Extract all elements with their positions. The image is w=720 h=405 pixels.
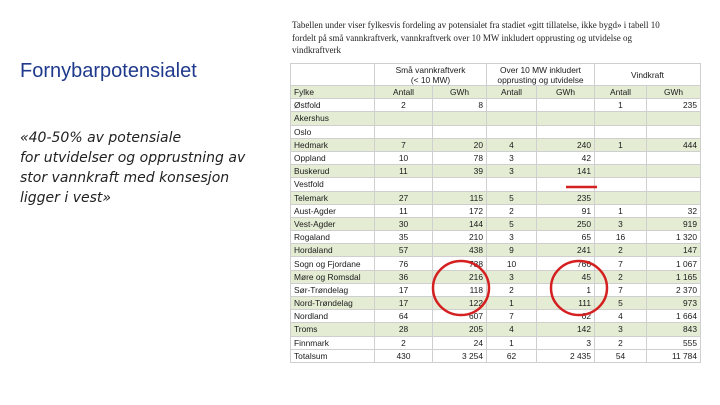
value-cell xyxy=(537,112,595,125)
value-cell: 3 xyxy=(595,217,647,230)
value-cell: 241 xyxy=(537,244,595,257)
value-cell: 2 xyxy=(595,270,647,283)
value-cell xyxy=(595,165,647,178)
value-cell: 5 xyxy=(487,191,537,204)
value-cell: 10 xyxy=(487,257,537,270)
table-row xyxy=(291,178,701,191)
header-cell xyxy=(291,64,375,86)
potential-table xyxy=(290,63,701,363)
value-cell: 738 xyxy=(433,257,487,270)
county-cell: Sør-Trøndelag xyxy=(291,283,375,296)
value-cell: 7 xyxy=(595,257,647,270)
table-row xyxy=(291,310,701,323)
table-caption xyxy=(292,19,712,57)
value-cell xyxy=(375,112,433,125)
value-cell xyxy=(433,125,487,138)
value-cell: 45 xyxy=(537,270,595,283)
total-cell: 430 xyxy=(375,349,433,362)
county-cell: Oppland xyxy=(291,151,375,164)
value-cell: 24 xyxy=(433,336,487,349)
table-row xyxy=(291,336,701,349)
value-cell: 7 xyxy=(375,138,433,151)
value-cell: 3 xyxy=(487,151,537,164)
county-cell: Nord-Trøndelag xyxy=(291,297,375,310)
value-cell: 142 xyxy=(537,323,595,336)
value-cell: 57 xyxy=(375,244,433,257)
value-cell: 8 xyxy=(433,99,487,112)
value-cell: 5 xyxy=(595,297,647,310)
value-cell: 2 xyxy=(375,99,433,112)
value-cell xyxy=(647,178,701,191)
value-cell: 4 xyxy=(595,310,647,323)
county-cell: Aust-Agder xyxy=(291,204,375,217)
value-cell: 10 xyxy=(375,151,433,164)
value-cell xyxy=(537,178,595,191)
group-header-cell xyxy=(595,64,701,86)
value-cell: 16 xyxy=(595,231,647,244)
value-cell: 555 xyxy=(647,336,701,349)
quote-text xyxy=(20,128,270,208)
value-cell: 210 xyxy=(433,231,487,244)
value-cell: 122 xyxy=(433,297,487,310)
value-cell: 1 xyxy=(487,336,537,349)
value-cell xyxy=(647,191,701,204)
caption-line: Tabellen under viser fylkesvis fordeling av potensialet fra stadiet «gitt tillatelse, ikke bygd» i tabell 10 xyxy=(292,20,660,30)
value-cell: 64 xyxy=(375,310,433,323)
value-cell: 9 xyxy=(487,244,537,257)
value-cell: 17 xyxy=(375,297,433,310)
value-cell: 91 xyxy=(537,204,595,217)
caption-line: vindkraftverk xyxy=(292,45,341,55)
value-cell xyxy=(487,178,537,191)
county-cell: Sogn og Fjordane xyxy=(291,257,375,270)
value-cell: 35 xyxy=(375,231,433,244)
total-cell: 2 435 xyxy=(537,349,595,362)
table-row xyxy=(291,323,701,336)
column-header-row xyxy=(291,86,701,99)
value-cell xyxy=(647,165,701,178)
value-cell: 1 xyxy=(595,99,647,112)
table-row xyxy=(291,297,701,310)
value-cell: 919 xyxy=(647,217,701,230)
total-cell: 11 784 xyxy=(647,349,701,362)
value-cell: 1 664 xyxy=(647,310,701,323)
total-cell: 54 xyxy=(595,349,647,362)
value-cell: 607 xyxy=(433,310,487,323)
value-cell: 76 xyxy=(375,257,433,270)
table-row xyxy=(291,165,701,178)
table-row xyxy=(291,204,701,217)
county-cell: Troms xyxy=(291,323,375,336)
value-cell: 4 xyxy=(487,323,537,336)
table-row xyxy=(291,112,701,125)
value-cell xyxy=(647,112,701,125)
total-cell: 62 xyxy=(487,349,537,362)
value-cell: 3 xyxy=(487,165,537,178)
group-header-row xyxy=(291,64,701,86)
county-cell: Nordland xyxy=(291,310,375,323)
value-cell: 36 xyxy=(375,270,433,283)
table-row xyxy=(291,217,701,230)
county-cell: Møre og Romsdal xyxy=(291,270,375,283)
quote-line: «40-50% av potensiale xyxy=(20,130,182,146)
value-cell: 20 xyxy=(433,138,487,151)
value-cell xyxy=(595,151,647,164)
county-cell: Hedmark xyxy=(291,138,375,151)
value-cell: 32 xyxy=(647,204,701,217)
table-row xyxy=(291,257,701,270)
group-header-cell xyxy=(375,64,487,86)
value-cell: 118 xyxy=(433,283,487,296)
value-cell: 3 xyxy=(595,323,647,336)
value-cell: 65 xyxy=(537,231,595,244)
county-cell: Rogaland xyxy=(291,231,375,244)
value-cell xyxy=(537,99,595,112)
value-cell xyxy=(375,125,433,138)
value-cell xyxy=(537,125,595,138)
value-cell: 42 xyxy=(537,151,595,164)
group-header-line: Over 10 MW inkludert xyxy=(500,65,581,75)
value-cell: 147 xyxy=(647,244,701,257)
value-cell: 78 xyxy=(433,151,487,164)
value-cell: 111 xyxy=(537,297,595,310)
value-cell: 250 xyxy=(537,217,595,230)
value-cell: 240 xyxy=(537,138,595,151)
total-row xyxy=(291,349,701,362)
column-header: Antall xyxy=(487,86,537,99)
value-cell xyxy=(647,151,701,164)
column-header: GWh xyxy=(647,86,701,99)
county-cell: Buskerud xyxy=(291,165,375,178)
county-cell: Telemark xyxy=(291,191,375,204)
value-cell: 205 xyxy=(433,323,487,336)
value-cell: 17 xyxy=(375,283,433,296)
table-row xyxy=(291,138,701,151)
value-cell: 11 xyxy=(375,165,433,178)
value-cell: 141 xyxy=(537,165,595,178)
value-cell: 2 xyxy=(595,244,647,257)
value-cell: 1 xyxy=(595,138,647,151)
county-cell: Hordaland xyxy=(291,244,375,257)
value-cell: 28 xyxy=(375,323,433,336)
value-cell: 1 xyxy=(537,283,595,296)
table-row xyxy=(291,151,701,164)
value-cell: 2 xyxy=(487,283,537,296)
value-cell: 2 370 xyxy=(647,283,701,296)
value-cell: 7 xyxy=(487,310,537,323)
county-cell: Oslo xyxy=(291,125,375,138)
value-cell: 235 xyxy=(647,99,701,112)
value-cell: 11 xyxy=(375,204,433,217)
value-cell: 62 xyxy=(537,310,595,323)
value-cell: 216 xyxy=(433,270,487,283)
value-cell: 27 xyxy=(375,191,433,204)
group-header-line: opprusting og utvidelse xyxy=(497,75,584,85)
value-cell: 2 xyxy=(487,204,537,217)
column-header: Antall xyxy=(375,86,433,99)
total-cell: Totalsum xyxy=(291,349,375,362)
value-cell: 973 xyxy=(647,297,701,310)
value-cell: 144 xyxy=(433,217,487,230)
table-row xyxy=(291,244,701,257)
value-cell: 766 xyxy=(537,257,595,270)
county-cell: Finnmark xyxy=(291,336,375,349)
value-cell xyxy=(487,112,537,125)
quote-line: ligger i vest» xyxy=(20,190,112,206)
group-header-line: Vindkraft xyxy=(631,70,664,80)
value-cell xyxy=(595,191,647,204)
column-header: Antall xyxy=(595,86,647,99)
column-header: GWh xyxy=(537,86,595,99)
value-cell: 3 xyxy=(537,336,595,349)
value-cell: 1 067 xyxy=(647,257,701,270)
caption-line: fordelt på små vannkraftverk, vannkraftverk over 10 MW inkludert opprusting og utvidelse og xyxy=(292,32,632,43)
value-cell: 235 xyxy=(537,191,595,204)
quote-line: for utvidelser og opprustning av xyxy=(20,150,246,166)
value-cell: 1 165 xyxy=(647,270,701,283)
slide-title: Fornybarpotensialet xyxy=(20,60,197,82)
column-header: GWh xyxy=(433,86,487,99)
value-cell: 30 xyxy=(375,217,433,230)
table-row xyxy=(291,231,701,244)
group-header-cell xyxy=(487,64,595,86)
total-cell: 3 254 xyxy=(433,349,487,362)
value-cell: 172 xyxy=(433,204,487,217)
value-cell xyxy=(433,112,487,125)
value-cell: 3 xyxy=(487,231,537,244)
value-cell: 3 xyxy=(487,270,537,283)
value-cell: 115 xyxy=(433,191,487,204)
value-cell: 438 xyxy=(433,244,487,257)
quote-line: stor vannkraft med konsesjon xyxy=(20,170,230,186)
group-header-line: Små vannkraftverk xyxy=(395,65,466,75)
county-cell: Vestfold xyxy=(291,178,375,191)
value-cell xyxy=(595,178,647,191)
value-cell: 444 xyxy=(647,138,701,151)
table-row xyxy=(291,191,701,204)
table-row xyxy=(291,125,701,138)
value-cell: 1 320 xyxy=(647,231,701,244)
group-header-line: (< 10 MW) xyxy=(410,75,451,85)
value-cell: 5 xyxy=(487,217,537,230)
value-cell: 39 xyxy=(433,165,487,178)
value-cell xyxy=(487,99,537,112)
value-cell: 4 xyxy=(487,138,537,151)
value-cell: 1 xyxy=(595,204,647,217)
table-row xyxy=(291,283,701,296)
value-cell xyxy=(595,125,647,138)
value-cell: 2 xyxy=(375,336,433,349)
value-cell xyxy=(375,178,433,191)
value-cell: 2 xyxy=(595,336,647,349)
table-row xyxy=(291,270,701,283)
value-cell: 1 xyxy=(487,297,537,310)
value-cell: 7 xyxy=(595,283,647,296)
county-cell: Østfold xyxy=(291,99,375,112)
county-cell: Vest-Agder xyxy=(291,217,375,230)
value-cell xyxy=(595,112,647,125)
value-cell xyxy=(487,125,537,138)
value-cell: 843 xyxy=(647,323,701,336)
county-cell: Akershus xyxy=(291,112,375,125)
value-cell xyxy=(433,178,487,191)
value-cell xyxy=(647,125,701,138)
table-row xyxy=(291,99,701,112)
column-header: Fylke xyxy=(291,86,375,99)
